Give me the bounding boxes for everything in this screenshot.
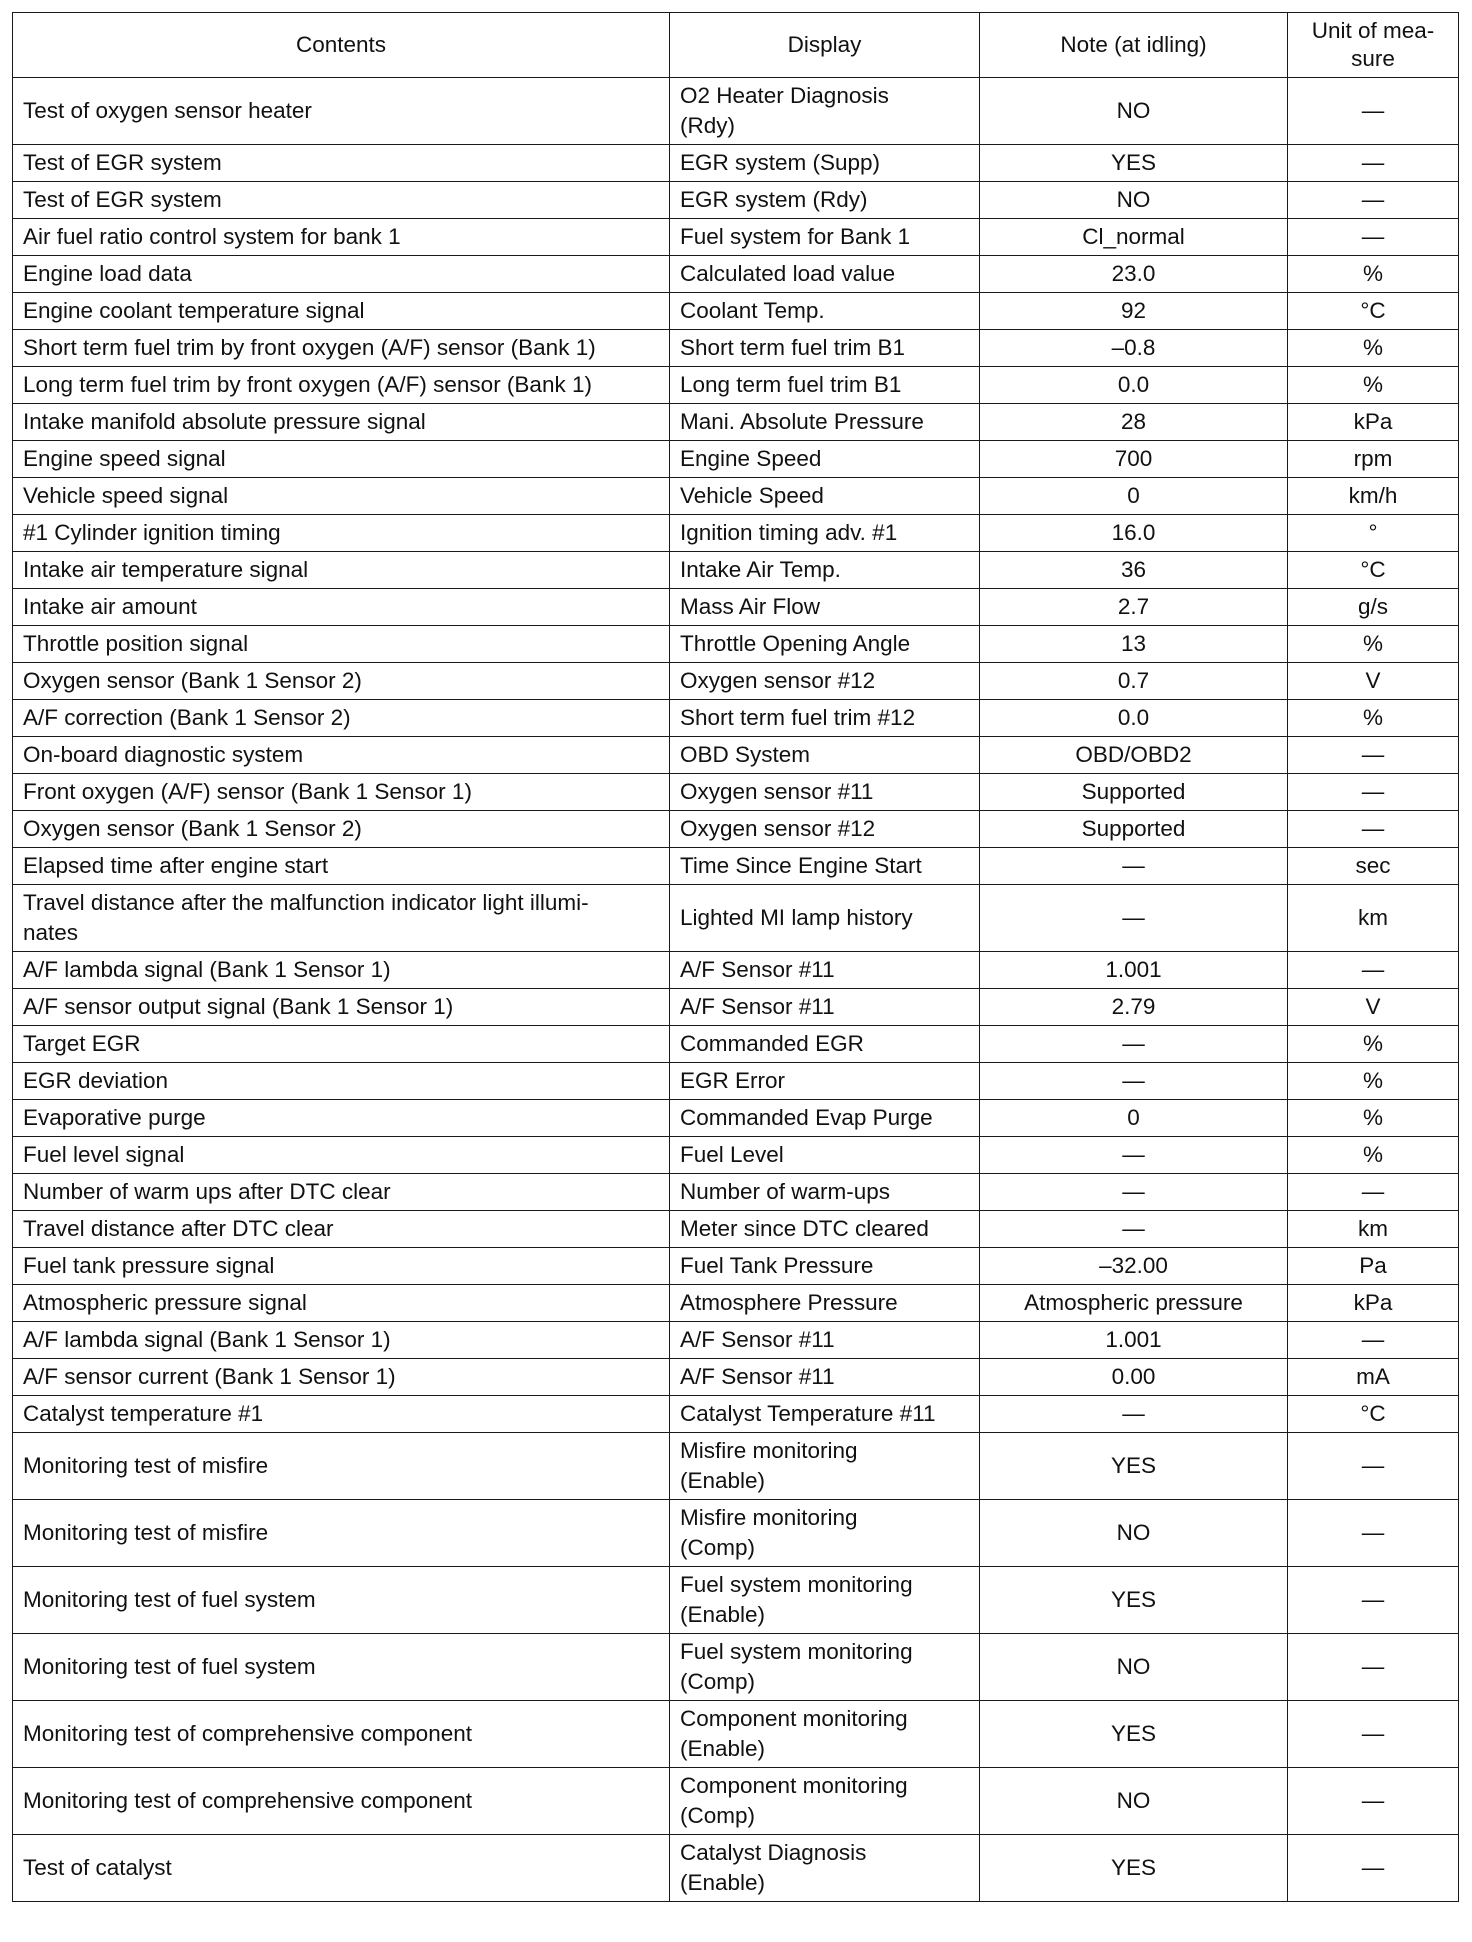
contents-cell: A/F lambda signal (Bank 1 Sensor 1) xyxy=(13,1322,670,1359)
table-row xyxy=(13,293,1459,330)
contents-cell: Evaporative purge xyxy=(13,1100,670,1137)
display-cell: Catalyst Diagnosis (Enable) xyxy=(670,1835,980,1902)
unit-cell: — xyxy=(1288,1433,1459,1500)
note-cell: YES xyxy=(980,1433,1288,1500)
table-row xyxy=(13,1137,1459,1174)
display-cell: Coolant Temp. xyxy=(670,293,980,330)
note-cell: 700 xyxy=(980,441,1288,478)
table-row xyxy=(13,78,1459,145)
table-row xyxy=(13,1174,1459,1211)
display-cell: A/F Sensor #11 xyxy=(670,1322,980,1359)
note-cell: — xyxy=(980,1174,1288,1211)
unit-cell: % xyxy=(1288,626,1459,663)
table-body xyxy=(13,78,1459,1902)
display-cell: Meter since DTC cleared xyxy=(670,1211,980,1248)
unit-cell: % xyxy=(1288,1063,1459,1100)
contents-cell: Engine speed signal xyxy=(13,441,670,478)
table-row xyxy=(13,737,1459,774)
display-cell: Short term fuel trim B1 xyxy=(670,330,980,367)
contents-cell: Engine coolant temperature signal xyxy=(13,293,670,330)
unit-cell: — xyxy=(1288,182,1459,219)
table-row xyxy=(13,1322,1459,1359)
note-cell: YES xyxy=(980,1835,1288,1902)
table-row xyxy=(13,663,1459,700)
display-cell: Component monitoring (Comp) xyxy=(670,1768,980,1835)
unit-cell: kPa xyxy=(1288,1285,1459,1322)
unit-cell: % xyxy=(1288,367,1459,404)
note-cell: — xyxy=(980,1063,1288,1100)
unit-cell: °C xyxy=(1288,552,1459,589)
unit-cell: % xyxy=(1288,256,1459,293)
display-cell: Oxygen sensor #12 xyxy=(670,663,980,700)
table-row xyxy=(13,700,1459,737)
table-row xyxy=(13,404,1459,441)
header-display: Display xyxy=(670,13,980,78)
table-row xyxy=(13,1100,1459,1137)
table-row xyxy=(13,1433,1459,1500)
unit-cell: km xyxy=(1288,1211,1459,1248)
unit-cell: km/h xyxy=(1288,478,1459,515)
contents-cell: Monitoring test of comprehensive component xyxy=(13,1701,670,1768)
unit-cell: V xyxy=(1288,663,1459,700)
note-cell: Cl_normal xyxy=(980,219,1288,256)
display-cell: Mani. Absolute Pressure xyxy=(670,404,980,441)
table-row xyxy=(13,1359,1459,1396)
contents-cell: Monitoring test of misfire xyxy=(13,1500,670,1567)
unit-cell: — xyxy=(1288,1701,1459,1768)
note-cell: 92 xyxy=(980,293,1288,330)
note-cell: Atmospheric pressure xyxy=(980,1285,1288,1322)
display-cell: EGR system (Rdy) xyxy=(670,182,980,219)
table-row xyxy=(13,1285,1459,1322)
unit-cell: — xyxy=(1288,1768,1459,1835)
display-cell: Long term fuel trim B1 xyxy=(670,367,980,404)
table-row xyxy=(13,1026,1459,1063)
unit-cell: % xyxy=(1288,330,1459,367)
unit-cell: °C xyxy=(1288,293,1459,330)
unit-cell: V xyxy=(1288,989,1459,1026)
table-row xyxy=(13,952,1459,989)
note-cell: NO xyxy=(980,78,1288,145)
display-cell: Ignition timing adv. #1 xyxy=(670,515,980,552)
contents-cell: Number of warm ups after DTC clear xyxy=(13,1174,670,1211)
display-cell: EGR Error xyxy=(670,1063,980,1100)
display-cell: Commanded EGR xyxy=(670,1026,980,1063)
display-cell: Oxygen sensor #11 xyxy=(670,774,980,811)
display-cell: Fuel Tank Pressure xyxy=(670,1248,980,1285)
unit-cell: — xyxy=(1288,78,1459,145)
unit-cell: — xyxy=(1288,1174,1459,1211)
unit-cell: — xyxy=(1288,219,1459,256)
display-cell: Intake Air Temp. xyxy=(670,552,980,589)
contents-cell: Intake manifold absolute pressure signal xyxy=(13,404,670,441)
display-cell: Catalyst Temperature #11 xyxy=(670,1396,980,1433)
contents-cell: Travel distance after the malfunction indicator light illumi- nates xyxy=(13,885,670,952)
note-cell: NO xyxy=(980,1768,1288,1835)
table-row xyxy=(13,1701,1459,1768)
unit-cell: — xyxy=(1288,774,1459,811)
contents-cell: Atmospheric pressure signal xyxy=(13,1285,670,1322)
contents-cell: A/F sensor output signal (Bank 1 Sensor 1) xyxy=(13,989,670,1026)
contents-cell: Monitoring test of comprehensive component xyxy=(13,1768,670,1835)
table-row xyxy=(13,552,1459,589)
contents-cell: Short term fuel trim by front oxygen (A/F) sensor (Bank 1) xyxy=(13,330,670,367)
table-row xyxy=(13,219,1459,256)
display-cell: Fuel system for Bank 1 xyxy=(670,219,980,256)
table-row xyxy=(13,1063,1459,1100)
note-cell: 16.0 xyxy=(980,515,1288,552)
unit-cell: mA xyxy=(1288,1359,1459,1396)
contents-cell: Air fuel ratio control system for bank 1 xyxy=(13,219,670,256)
display-cell: Calculated load value xyxy=(670,256,980,293)
table-row xyxy=(13,626,1459,663)
display-cell: A/F Sensor #11 xyxy=(670,1359,980,1396)
table-row xyxy=(13,1634,1459,1701)
unit-cell: Pa xyxy=(1288,1248,1459,1285)
note-cell: 0.00 xyxy=(980,1359,1288,1396)
table-row xyxy=(13,367,1459,404)
contents-cell: Front oxygen (A/F) sensor (Bank 1 Sensor 1) xyxy=(13,774,670,811)
display-cell: Commanded Evap Purge xyxy=(670,1100,980,1137)
contents-cell: A/F sensor current (Bank 1 Sensor 1) xyxy=(13,1359,670,1396)
unit-cell: % xyxy=(1288,1026,1459,1063)
unit-cell: — xyxy=(1288,1567,1459,1634)
unit-cell: — xyxy=(1288,952,1459,989)
note-cell: 36 xyxy=(980,552,1288,589)
unit-cell: — xyxy=(1288,811,1459,848)
display-cell: Misfire monitoring (Enable) xyxy=(670,1433,980,1500)
contents-cell: A/F correction (Bank 1 Sensor 2) xyxy=(13,700,670,737)
note-cell: NO xyxy=(980,182,1288,219)
data-monitor-table-page xyxy=(12,12,1458,1902)
header-row xyxy=(13,13,1459,78)
contents-cell: Test of oxygen sensor heater xyxy=(13,78,670,145)
unit-cell: g/s xyxy=(1288,589,1459,626)
note-cell: — xyxy=(980,1396,1288,1433)
contents-cell: Oxygen sensor (Bank 1 Sensor 2) xyxy=(13,811,670,848)
contents-cell: Test of catalyst xyxy=(13,1835,670,1902)
unit-cell: °C xyxy=(1288,1396,1459,1433)
contents-cell: Monitoring test of misfire xyxy=(13,1433,670,1500)
display-cell: Fuel system monitoring (Enable) xyxy=(670,1567,980,1634)
table-row xyxy=(13,774,1459,811)
display-cell: Engine Speed xyxy=(670,441,980,478)
contents-cell: EGR deviation xyxy=(13,1063,670,1100)
contents-cell: Vehicle speed signal xyxy=(13,478,670,515)
note-cell: 23.0 xyxy=(980,256,1288,293)
table-row xyxy=(13,1768,1459,1835)
contents-cell: #1 Cylinder ignition timing xyxy=(13,515,670,552)
contents-cell: Travel distance after DTC clear xyxy=(13,1211,670,1248)
contents-cell: Throttle position signal xyxy=(13,626,670,663)
unit-cell: sec xyxy=(1288,848,1459,885)
contents-cell: Fuel level signal xyxy=(13,1137,670,1174)
note-cell: YES xyxy=(980,145,1288,182)
display-cell: Vehicle Speed xyxy=(670,478,980,515)
table-row xyxy=(13,515,1459,552)
display-cell: A/F Sensor #11 xyxy=(670,952,980,989)
unit-cell: — xyxy=(1288,1322,1459,1359)
table-row xyxy=(13,330,1459,367)
note-cell: NO xyxy=(980,1500,1288,1567)
display-cell: Number of warm-ups xyxy=(670,1174,980,1211)
contents-cell: Catalyst temperature #1 xyxy=(13,1396,670,1433)
table-row xyxy=(13,811,1459,848)
contents-cell: On-board diagnostic system xyxy=(13,737,670,774)
contents-cell: Fuel tank pressure signal xyxy=(13,1248,670,1285)
note-cell: 0.0 xyxy=(980,367,1288,404)
note-cell: — xyxy=(980,1026,1288,1063)
table-row xyxy=(13,182,1459,219)
note-cell: 13 xyxy=(980,626,1288,663)
note-cell: 1.001 xyxy=(980,1322,1288,1359)
contents-cell: Target EGR xyxy=(13,1026,670,1063)
unit-cell: rpm xyxy=(1288,441,1459,478)
unit-cell: — xyxy=(1288,1634,1459,1701)
note-cell: Supported xyxy=(980,811,1288,848)
display-cell: Component monitoring (Enable) xyxy=(670,1701,980,1768)
display-cell: Short term fuel trim #12 xyxy=(670,700,980,737)
unit-cell: kPa xyxy=(1288,404,1459,441)
contents-cell: Engine load data xyxy=(13,256,670,293)
unit-cell: — xyxy=(1288,1500,1459,1567)
note-cell: 0.0 xyxy=(980,700,1288,737)
display-cell: Mass Air Flow xyxy=(670,589,980,626)
contents-cell: Intake air temperature signal xyxy=(13,552,670,589)
note-cell: 1.001 xyxy=(980,952,1288,989)
table-row xyxy=(13,1500,1459,1567)
table-row xyxy=(13,589,1459,626)
note-cell: NO xyxy=(980,1634,1288,1701)
contents-cell: A/F lambda signal (Bank 1 Sensor 1) xyxy=(13,952,670,989)
note-cell: 0 xyxy=(980,1100,1288,1137)
unit-cell: ° xyxy=(1288,515,1459,552)
display-cell: EGR system (Supp) xyxy=(670,145,980,182)
contents-cell: Monitoring test of fuel system xyxy=(13,1567,670,1634)
unit-cell: % xyxy=(1288,1100,1459,1137)
table-row xyxy=(13,1567,1459,1634)
contents-cell: Elapsed time after engine start xyxy=(13,848,670,885)
table-row xyxy=(13,989,1459,1026)
note-cell: Supported xyxy=(980,774,1288,811)
display-cell: Atmosphere Pressure xyxy=(670,1285,980,1322)
note-cell: 0 xyxy=(980,478,1288,515)
unit-cell: % xyxy=(1288,700,1459,737)
display-cell: Time Since Engine Start xyxy=(670,848,980,885)
contents-cell: Oxygen sensor (Bank 1 Sensor 2) xyxy=(13,663,670,700)
table-row xyxy=(13,145,1459,182)
display-cell: O2 Heater Diagnosis (Rdy) xyxy=(670,78,980,145)
note-cell: OBD/OBD2 xyxy=(980,737,1288,774)
unit-cell: % xyxy=(1288,1137,1459,1174)
display-cell: Fuel system monitoring (Comp) xyxy=(670,1634,980,1701)
note-cell: — xyxy=(980,885,1288,952)
note-cell: –32.00 xyxy=(980,1248,1288,1285)
header-contents: Contents xyxy=(13,13,670,78)
contents-cell: Intake air amount xyxy=(13,589,670,626)
display-cell: Oxygen sensor #12 xyxy=(670,811,980,848)
unit-cell: km xyxy=(1288,885,1459,952)
contents-cell: Test of EGR system xyxy=(13,182,670,219)
table-row xyxy=(13,478,1459,515)
table-row xyxy=(13,1211,1459,1248)
contents-cell: Long term fuel trim by front oxygen (A/F) sensor (Bank 1) xyxy=(13,367,670,404)
table-row xyxy=(13,885,1459,952)
table-row xyxy=(13,1248,1459,1285)
note-cell: 0.7 xyxy=(980,663,1288,700)
note-cell: 2.7 xyxy=(980,589,1288,626)
display-cell: A/F Sensor #11 xyxy=(670,989,980,1026)
note-cell: — xyxy=(980,1211,1288,1248)
table-row xyxy=(13,441,1459,478)
table-row xyxy=(13,1396,1459,1433)
unit-cell: — xyxy=(1288,145,1459,182)
display-cell: Misfire monitoring (Comp) xyxy=(670,1500,980,1567)
note-cell: YES xyxy=(980,1701,1288,1768)
unit-cell: — xyxy=(1288,737,1459,774)
unit-cell: — xyxy=(1288,1835,1459,1902)
note-cell: 2.79 xyxy=(980,989,1288,1026)
header-unit: Unit of mea- sure xyxy=(1288,13,1459,78)
display-cell: Lighted MI lamp history xyxy=(670,885,980,952)
note-cell: –0.8 xyxy=(980,330,1288,367)
note-cell: YES xyxy=(980,1567,1288,1634)
table-row xyxy=(13,256,1459,293)
header-note: Note (at idling) xyxy=(980,13,1288,78)
display-cell: Fuel Level xyxy=(670,1137,980,1174)
table-row xyxy=(13,848,1459,885)
data-monitor-table xyxy=(12,12,1459,1902)
contents-cell: Test of EGR system xyxy=(13,145,670,182)
display-cell: OBD System xyxy=(670,737,980,774)
note-cell: — xyxy=(980,848,1288,885)
display-cell: Throttle Opening Angle xyxy=(670,626,980,663)
note-cell: 28 xyxy=(980,404,1288,441)
note-cell: — xyxy=(980,1137,1288,1174)
contents-cell: Monitoring test of fuel system xyxy=(13,1634,670,1701)
table-row xyxy=(13,1835,1459,1902)
